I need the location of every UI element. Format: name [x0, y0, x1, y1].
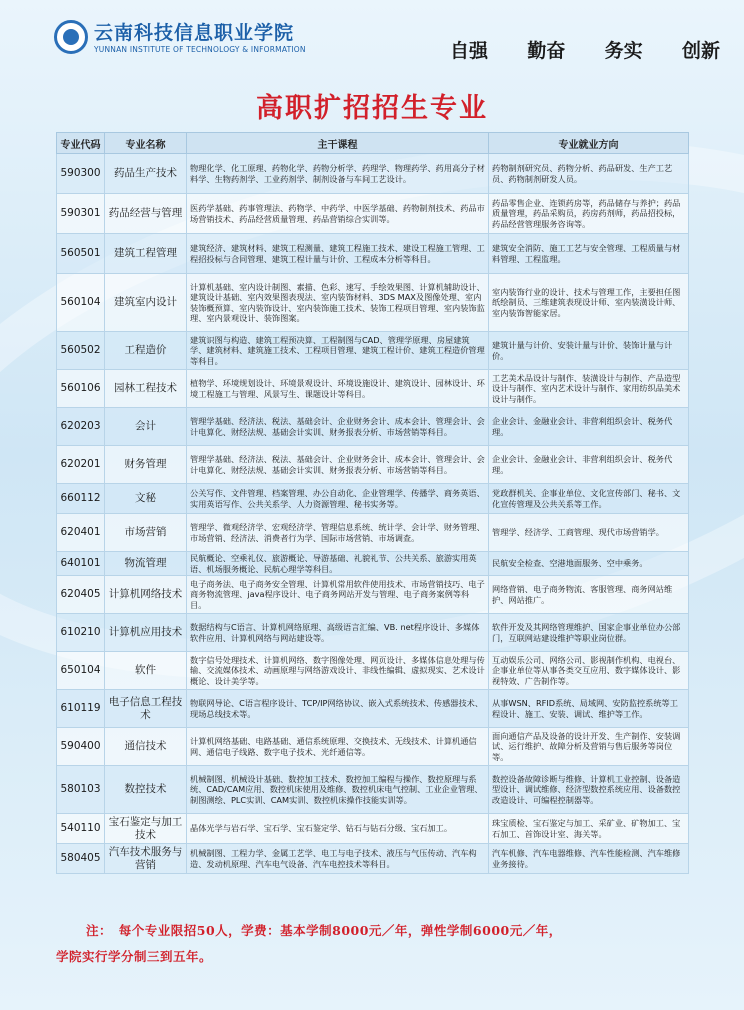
- major-code: 620401: [57, 514, 105, 552]
- major-jobs: 珠宝质检、宝石鉴定与加工、采矿业、矿物加工、宝石加工、首饰设计室、海关等。: [489, 814, 689, 844]
- major-jobs: 管理学、经济学、工商管理、现代市场营销学。: [489, 514, 689, 552]
- majors-table-container: [56, 132, 688, 874]
- major-courses: 管理学、微观经济学、宏观经济学、管理信息系统、统计学、会计学、财务管理、市场营销、经济法、消费者行为学、国际市场营销、市场调查。: [187, 514, 489, 552]
- major-name: 建筑室内设计: [105, 274, 187, 332]
- major-jobs: 企业会计、金融业会计、非营利组织会计、税务代理。: [489, 446, 689, 484]
- major-code: 560502: [57, 332, 105, 370]
- major-jobs: 从事WSN、RFID系统、局域网、安防监控系统等工程设计、施工、安装、调试、维护等工作。: [489, 690, 689, 728]
- major-courses: 晶体光学与岩石学、宝石学、宝石鉴定学、钻石与钻石分级、宝石加工。: [187, 814, 489, 844]
- major-code: 560106: [57, 370, 105, 408]
- major-courses: 电子商务法、电子商务安全管理、计算机常用软件使用技术、市场营销技巧、电子商务物流管理、java程序设计、电子商务网站开发与管理、电子商务案例等科目。: [187, 576, 489, 614]
- table-body: [57, 154, 689, 874]
- major-code: 590301: [57, 194, 105, 234]
- major-courses: 植物学、环境规划设计、环境景观设计、环境设施设计、建筑设计、园林设计、环境工程施工与管理、风景写生、课题设计等科目。: [187, 370, 489, 408]
- major-name: 通信技术: [105, 728, 187, 766]
- school-motto: [450, 36, 720, 63]
- major-name: 计算机网络技术: [105, 576, 187, 614]
- note-line-2: 学院实行学分制三到五年。: [56, 949, 213, 964]
- major-courses: 机械制图、机械设计基础、数控加工技术、数控加工编程与操作、数控原理与系统、CAD/CAM应用、数控机床使用及维修、数控机床电气控制、工业企业管理、制图测绘、PLC实训、CAM实训、数控机床操作技能实训等。: [187, 766, 489, 814]
- major-code: 580103: [57, 766, 105, 814]
- major-name: 会计: [105, 408, 187, 446]
- major-name: 电子信息工程技术: [105, 690, 187, 728]
- major-jobs: 药品零售企业、连锁药房等，药品储存与养护；药品质量管理，药品采购员，药房药剂师，药品招投标，药品经营管理服务咨询等。: [489, 194, 689, 234]
- table-row: [57, 614, 689, 652]
- table-row: [57, 728, 689, 766]
- motto-word: 务实: [604, 40, 643, 62]
- major-courses: 计算机网络基础、电路基础、通信系统原理、交换技术、无线技术、计算机通信网、通信电子线路、数字电子技术、光纤通信等。: [187, 728, 489, 766]
- major-courses: 物理化学、化工原理、药物化学、药物分析学、药理学、物理药学、药用高分子材料学、生物药剂学、工业药剂学、制剂设备与车间工艺设计。: [187, 154, 489, 194]
- major-jobs: 室内装饰行业的设计、技术与管理工作，主要担任图纸绘制员、三维建筑表现设计师、室内装潢设计师、室内装饰智能家居。: [489, 274, 689, 332]
- tuition-note: [56, 918, 706, 970]
- table-row: [57, 408, 689, 446]
- table-row: [57, 514, 689, 552]
- school-name-en: YUNNAN INSTITUTE OF TECHNOLOGY & INFORMATION: [94, 45, 306, 54]
- column-header-code: 专业代码: [57, 133, 105, 154]
- major-name: 市场营销: [105, 514, 187, 552]
- major-courses: 公关写作、文件管理、档案管理、办公自动化、企业管理学、传播学、商务英语、实用英语写作、公共关系学、人力资源管理、秘书实务等。: [187, 484, 489, 514]
- school-logo-icon: [54, 20, 88, 54]
- major-code: 660112: [57, 484, 105, 514]
- major-name: 汽车技术服务与营销: [105, 844, 187, 874]
- majors-table: [56, 132, 689, 874]
- column-header-name: 专业名称: [105, 133, 187, 154]
- table-row: [57, 274, 689, 332]
- table-row: [57, 446, 689, 484]
- major-courses: 医药学基础、药事管理法、药物学、中药学、中医学基础、药物制剂技术、药品市场营销技术、药品经营质量管理、药品营销综合实训等。: [187, 194, 489, 234]
- major-code: 610119: [57, 690, 105, 728]
- table-row: [57, 552, 689, 576]
- major-name: 数控技术: [105, 766, 187, 814]
- major-courses: 物联网导论、C语言程序设计、TCP/IP网络协议、嵌入式系统技术、传感器技术、现场总线技术等。: [187, 690, 489, 728]
- table-row: [57, 332, 689, 370]
- page-title: 高职扩招招生专业: [256, 93, 488, 124]
- note-line-1: 注： 每个专业限招50人，学费：基本学制8000元／年，弹性学制6000元／年，: [86, 923, 562, 938]
- column-header-courses: 主干课程: [187, 133, 489, 154]
- table-row: [57, 766, 689, 814]
- major-jobs: 企业会计、金融业会计、非营利组织会计、税务代理。: [489, 408, 689, 446]
- table-row: [57, 652, 689, 690]
- table-row: [57, 234, 689, 274]
- major-jobs: 互动娱乐公司、网络公司、影视制作机构、电视台、企事业单位等从事各类交互应用、数字媒体设计、影视特效、广告制作等。: [489, 652, 689, 690]
- major-code: 560104: [57, 274, 105, 332]
- table-row: [57, 576, 689, 614]
- major-courses: 计算机基础、室内设计制图、素描、色彩、速写、手绘效果图、计算机辅助设计、建筑设计基础、室内效果图表现法、室内装饰材料、3DS MAX及图像处理、室内装饰概预算、室内装饰设计、室内装饰施工技术、装饰工程项目管理、室内装饰监理、室内景观设计、装饰图案。: [187, 274, 489, 332]
- table-row: [57, 154, 689, 194]
- major-code: 590400: [57, 728, 105, 766]
- major-jobs: 党政群机关、企事业单位、文化宣传部门、秘书、文化宣传管理及公共关系等工作。: [489, 484, 689, 514]
- table-header-row: [57, 133, 689, 154]
- major-name: 园林工程技术: [105, 370, 187, 408]
- major-jobs: 网络营销、电子商务物流、客服管理、商务网站维护、网站推广。: [489, 576, 689, 614]
- major-jobs: 工艺美术品设计与制作、装潢设计与制作、产品造型设计与制作、室内艺术设计与制作、家用纺织品美术设计与制作。: [489, 370, 689, 408]
- table-row: [57, 844, 689, 874]
- major-name: 财务管理: [105, 446, 187, 484]
- major-name: 软件: [105, 652, 187, 690]
- major-jobs: 建筑安全消防、施工工艺与安全管理、工程质量与材料管理、工程监理。: [489, 234, 689, 274]
- table-row: [57, 690, 689, 728]
- major-jobs: 民航安全检查、空港地面服务、空中乘务。: [489, 552, 689, 576]
- motto-word: 自强: [450, 40, 489, 62]
- major-courses: 数据结构与C语言、计算机网络原理、高级语言汇编、VB. net程序设计、多媒体软件应用、计算机网络与网站建设等。: [187, 614, 489, 652]
- table-row: [57, 370, 689, 408]
- major-courses: 管理学基础、经济法、税法、基础会计、企业财务会计、成本会计、管理会计、会计电算化、财经法规、基础会计实训、财务报表分析、市场营销等科目。: [187, 446, 489, 484]
- column-header-jobs: 专业就业方向: [489, 133, 689, 154]
- motto-word: 创新: [681, 40, 720, 62]
- major-jobs: 软件开发及其网络管理维护、国家企事业单位办公部门，互联网站建设维护等职业岗位群。: [489, 614, 689, 652]
- major-jobs: 数控设备故障诊断与维修、计算机工业控制、设备造型设计、调试维修、经济型数控系统应用、设备数控改造设计、可编程控制器等。: [489, 766, 689, 814]
- major-jobs: 建筑计量与计价、安装计量与计价、装饰计量与计价。: [489, 332, 689, 370]
- major-name: 药品生产技术: [105, 154, 187, 194]
- major-courses: 建筑识图与构造、建筑工程预决算、工程制图与CAD、管理学原理、房屋建筑学、建筑材料、建筑施工技术、工程项目管理、建筑工程计价、建筑工程造价管理等科目。: [187, 332, 489, 370]
- major-jobs: 药物制剂研究员、药物分析、药品研发、生产工艺员、药物制剂研发人员。: [489, 154, 689, 194]
- major-code: 640101: [57, 552, 105, 576]
- major-code: 620203: [57, 408, 105, 446]
- major-name: 宝石鉴定与加工技术: [105, 814, 187, 844]
- major-name: 文秘: [105, 484, 187, 514]
- major-name: 建筑工程管理: [105, 234, 187, 274]
- major-code: 560501: [57, 234, 105, 274]
- table-row: [57, 814, 689, 844]
- major-jobs: 汽车机修、汽车电器维修、汽车性能检测、汽车维修业务接待。: [489, 844, 689, 874]
- major-jobs: 面向通信产品及设备的设计开发、生产制作、安装调试、运行维护、故障分析及营销与售后服务等岗位等。: [489, 728, 689, 766]
- table-row: [57, 194, 689, 234]
- major-name: 计算机应用技术: [105, 614, 187, 652]
- major-name: 工程造价: [105, 332, 187, 370]
- major-code: 580405: [57, 844, 105, 874]
- school-name-cn: 云南科技信息职业学院: [94, 22, 295, 44]
- major-courses: 管理学基础、经济法、税法、基础会计、企业财务会计、成本会计、管理会计、会计电算化、财经法规、基础会计实训、财务报表分析、市场营销等科目。: [187, 408, 489, 446]
- major-courses: 数字信号处理技术、计算机网络、数字图像处理、网页设计、多媒体信息处理与传输、交流媒体技术、动画原理与网络游戏设计、非线性编辑、虚拟现实、艺术设计概论、设计美学等。: [187, 652, 489, 690]
- major-code: 590300: [57, 154, 105, 194]
- table-row: [57, 484, 689, 514]
- major-code: 620405: [57, 576, 105, 614]
- major-name: 药品经营与管理: [105, 194, 187, 234]
- motto-word: 勤奋: [527, 40, 566, 62]
- major-code: 610210: [57, 614, 105, 652]
- major-code: 620201: [57, 446, 105, 484]
- major-code: 650104: [57, 652, 105, 690]
- major-name: 物流管理: [105, 552, 187, 576]
- major-courses: 民航概论、空乘礼仪、旅游概论、导游基础、礼貌礼节、公共关系、旅游实用英语、机场服务概论、民航心理学等科目。: [187, 552, 489, 576]
- major-courses: 建筑经济、建筑材料、建筑工程测量、建筑工程施工技术、建设工程施工管理、工程招投标与合同管理、建筑工程计量与计价、工程成本分析等科目。: [187, 234, 489, 274]
- major-code: 540110: [57, 814, 105, 844]
- header: [0, 0, 744, 72]
- major-courses: 机械制图、工程力学、金属工艺学、电工与电子技术、液压与气压传动、汽车构造、发动机原理、汽车电气设备、汽车电控技术等科目。: [187, 844, 489, 874]
